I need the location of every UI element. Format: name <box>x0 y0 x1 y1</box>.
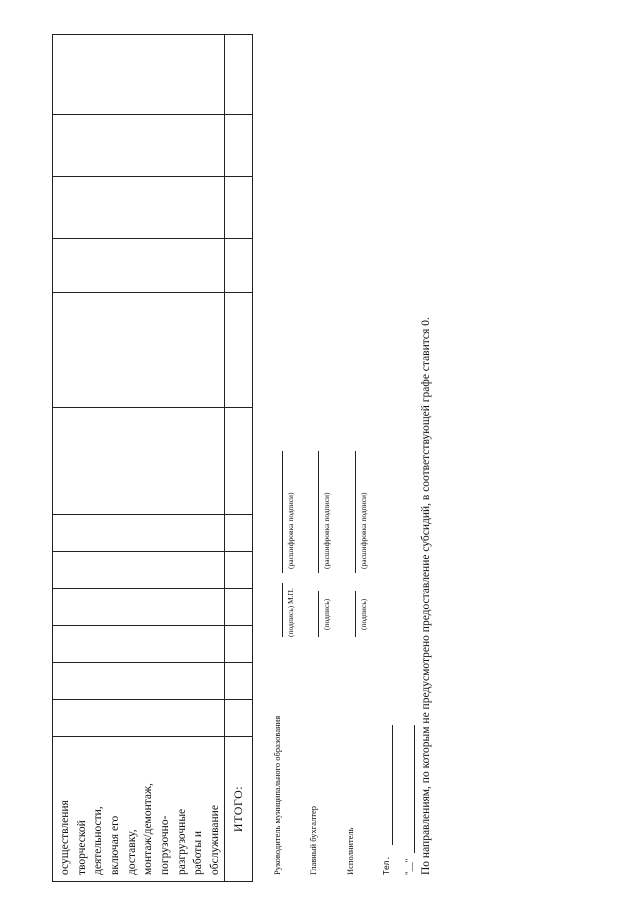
table-cell <box>225 408 253 515</box>
description-line: деятельности, <box>92 806 105 875</box>
executor-decode-line <box>355 451 356 573</box>
table-cell <box>53 515 225 552</box>
table-cell <box>225 515 253 552</box>
description-line: разгрузочные <box>175 808 188 875</box>
tel-label: Тел. <box>382 855 391 875</box>
rotated-content <box>0 55 600 905</box>
description-line: монтаж/демонтаж, <box>142 783 155 875</box>
table-cell <box>225 239 253 293</box>
executor-sign-line <box>355 591 356 637</box>
total-label: ИТОГО: <box>225 737 253 882</box>
head-decode-line <box>282 451 283 573</box>
table-cell <box>53 663 225 700</box>
executor-sign-caption: (подпись) <box>359 598 368 630</box>
table-cell <box>53 700 225 737</box>
accountant-decode-line <box>318 451 319 573</box>
head-decode-caption: (расшифровка подписи) <box>286 492 295 569</box>
description-line: работы и <box>192 830 205 875</box>
table-row-total <box>225 35 253 882</box>
description-line: творческой <box>75 820 88 875</box>
description-line: погрузочно- <box>159 815 172 875</box>
table-cell <box>225 293 253 408</box>
tel-line <box>392 725 393 845</box>
executor-label: Исполнитель <box>345 827 355 875</box>
table-cell <box>53 239 225 293</box>
table-cell <box>53 552 225 589</box>
description-cell <box>53 737 225 882</box>
accountant-sign-line <box>318 591 319 637</box>
table-cell <box>225 177 253 239</box>
table-row <box>53 35 225 882</box>
table-cell <box>225 552 253 589</box>
footnote: По направлениям, по которым не предусмотрено предоставление субсидий, в соответствующей графе ставится 0. <box>420 317 432 875</box>
date-quote: "__" <box>404 858 414 875</box>
table-cell <box>225 35 253 115</box>
table-cell <box>53 626 225 663</box>
description-line: включая его <box>109 815 122 875</box>
accountant-label: Главный бухгалтер <box>308 805 318 875</box>
table-cell <box>53 115 225 177</box>
executor-decode-caption: (расшифровка подписи) <box>359 492 368 569</box>
table-cell <box>225 626 253 663</box>
head-sign-caption: (подпись) М.П. <box>286 588 295 637</box>
table-cell <box>53 408 225 515</box>
head-label: Руководитель муниципального образования <box>272 715 282 875</box>
table-cell <box>225 663 253 700</box>
description-line: доставку, <box>125 829 138 875</box>
table-cell <box>53 35 225 115</box>
head-sign-line <box>282 583 283 637</box>
table-cell <box>53 177 225 239</box>
description-line: обслуживание <box>209 805 222 875</box>
table-cell <box>225 700 253 737</box>
accountant-sign-caption: (подпись) <box>322 598 331 630</box>
description-line: осуществления <box>59 800 71 875</box>
table-cell <box>225 589 253 626</box>
accountant-decode-caption: (расшифровка подписи) <box>322 492 331 569</box>
subsidy-table <box>52 34 253 882</box>
table-cell <box>53 293 225 408</box>
date-line <box>414 725 415 853</box>
table-cell <box>53 589 225 626</box>
table-cell <box>225 115 253 177</box>
